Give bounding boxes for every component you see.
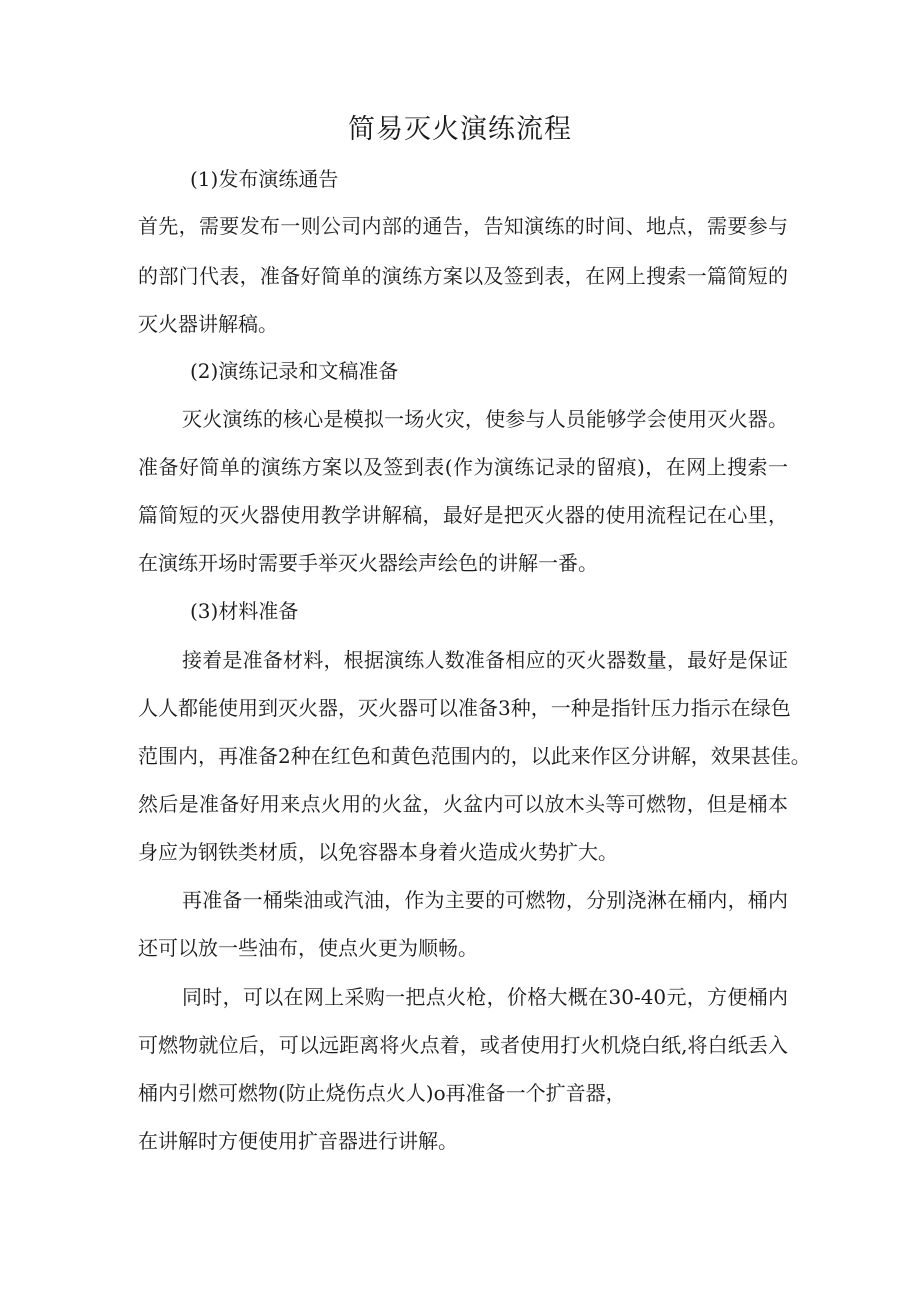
paragraph-line: 还可以放一些油布，使点火更为顺畅。: [138, 936, 478, 960]
section-heading: (1)发布演练通告: [190, 167, 339, 191]
paragraph-line: 同时，可以在网上采购一把点火枪，价格大概在30-40元，方便桶内: [182, 985, 788, 1009]
paragraph-line: 桶内引燃可燃物(防止烧伤点火人)o再准备一个扩音器，: [138, 1081, 626, 1105]
section-heading: (3)材料准备: [190, 599, 299, 623]
paragraph-line: 灭火器讲解稿。: [138, 312, 278, 336]
paragraph-line: 接着是准备材料，根据演练人数准备相应的灭火器数量，最好是保证: [182, 648, 788, 672]
paragraph-line: 范围内，再准备2种在红色和黄色范围内的，以此来作区分讲解，效果甚佳。: [138, 744, 811, 768]
paragraph-line: 灭火演练的核心是模拟一场火灾，使参与人员能够学会使用灭火器。: [182, 407, 788, 431]
paragraph-line: 可燃物就位后，可以远距离将火点着，或者使用打火机烧白纸,将白纸丢入: [138, 1033, 788, 1057]
paragraph-line: 在演练开场时需要手举灭火器绘声绘色的讲解一番。: [138, 551, 598, 575]
paragraph-line: 再准备一桶柴油或汽油，作为主要的可燃物，分别浇淋在桶内，桶内: [182, 888, 788, 912]
paragraph-line: 篇简短的灭火器使用教学讲解稿，最好是把灭火器的使用流程记在心里，: [138, 503, 788, 527]
paragraph-line: 的部门代表，准备好简单的演练方案以及签到表，在网上搜索一篇简短的: [138, 264, 788, 288]
paragraph-line: 身应为钢铁类材质，以免容器本身着火造成火势扩大。: [138, 840, 618, 864]
paragraph-line: 首先，需要发布一则公司内部的通告，告知演练的时间、地点，需要参与: [138, 214, 788, 238]
document-title: 简易灭火演练流程: [348, 114, 572, 145]
paragraph-line: 准备好简单的演练方案以及签到表(作为演练记录的留痕)，在网上搜索一: [138, 455, 788, 479]
paragraph-line: 人人都能使用到灭火器，灭火器可以准备3种，一种是指针压力指示在绿色: [138, 696, 791, 720]
section-heading: (2)演练记录和文稿准备: [190, 359, 399, 383]
paragraph-line: 然后是准备好用来点火用的火盆，火盆内可以放木头等可燃物，但是桶本: [138, 792, 788, 816]
paragraph-line: 在讲解时方便使用扩音器进行讲解。: [138, 1129, 458, 1153]
